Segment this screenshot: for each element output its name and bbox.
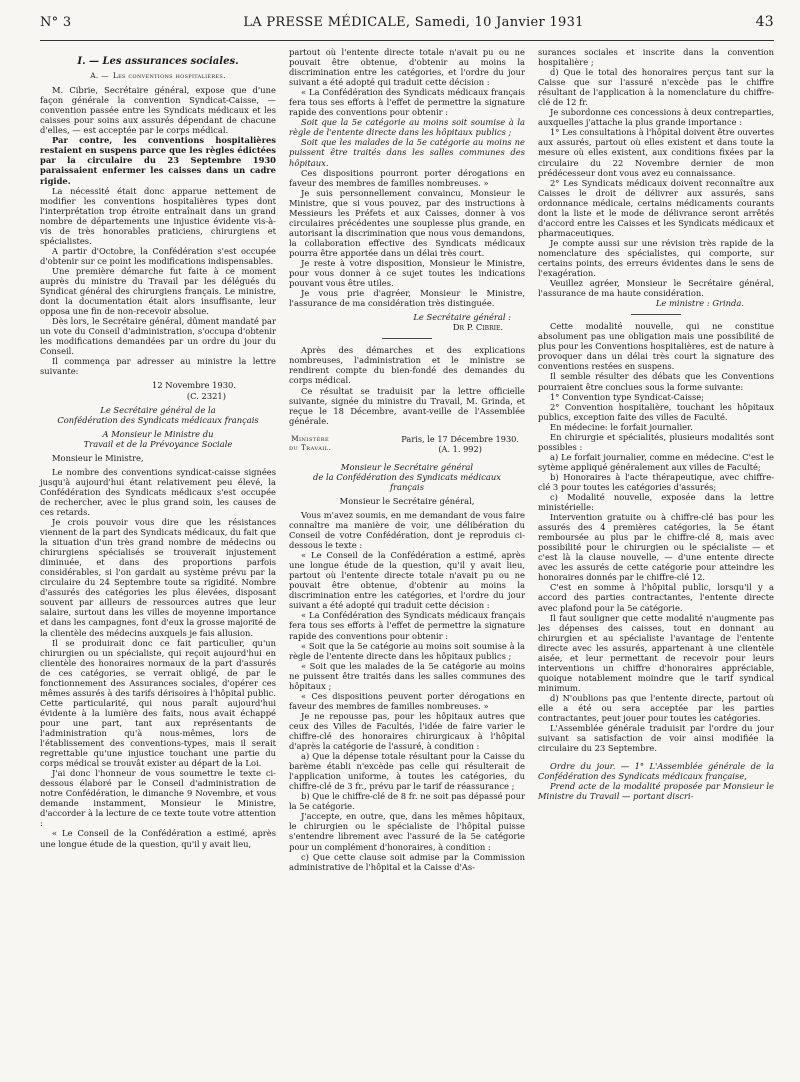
paragraph: Il faut souligner que cette modalité n'augmente pas les dépenses des caisses, tout en donnant au chirurgien et au spécialiste l'avantage de l'entente directe avec les assurés, appartenant à une clientèle aisée, et leur permettant de recevoir pour leurs interventions un chiffre d'honoraires appréciable, quoique notablement moindre que le tarif syndical minimum. <box>538 612 774 693</box>
subsection-title: A. — Les conventions hospitalières. <box>90 71 226 81</box>
paragraph: Ce résultat se traduisit par la lettre officielle suivante, signée du ministre du Travail, M. Grinda, et reçue le 18 Décembre, avant-veille de l'Assemblée générale. <box>289 385 525 426</box>
paragraph: 2° Convention hospitalière, touchant les hôpitaux publics, exception faite des villes de Faculté. <box>538 401 774 422</box>
paragraph: « Soit que la 5e catégorie au moins soit soumise à la règle de l'entente directe dans les hôpitaux publics ; <box>289 640 525 661</box>
paragraph: 1° Les consultations à l'hôpital doivent être ouvertes aux assurés, partout où elles existent et dans toute la mesure où elles existent, aux conditions fixées par la circulaire du 22 Novembre dernier de mon prédécesseur dont vous avez eu connaissance. <box>538 127 774 178</box>
column-1 <box>40 47 276 872</box>
paragraph: Ces dispositions pourront porter dérogations en faveur des membres de familles nombreuses. » <box>289 167 525 188</box>
paragraph: La nécessité était donc apparue nettement de modifier les conventions hospitalières types dont l'interprétation trop étroite entraînait dans un grand nombre de départements une injustice évidente vis-à-vis de très honorables praticiens, chirurgiens et spécialistes. <box>40 185 276 246</box>
paragraph: Il commença par adresser au ministre la lettre suivante: <box>40 356 276 377</box>
paragraph: « La Confédération des Syndicats médicaux français fera tous ses efforts à l'effet de permettre la signature rapide des conventions pour obtenir : <box>289 87 525 118</box>
paragraph: Je compte aussi sur une révision très rapide de la nomenclature des spécialistes, qui comporte, sur certains points, des erreurs évidentes dans le sens de l'exagération. <box>538 237 774 279</box>
column-2 <box>289 47 525 872</box>
letter-recipient: français <box>389 481 425 492</box>
paragraph: « Le Conseil de la Confédération a estimé, après une longue étude de la question, qu'il y avait lieu, partout où l'entente directe totale n'avait pu ou ne pouvait être obtenue, d'obtenir au moins la discrimination entre les catégories, et l'ordre du jour suivant a été adopté qui traduit cette décision : <box>289 550 525 611</box>
paragraph: L'Assemblée générale traduisit par l'ordre du jour suivant sa satisfaction de voir ainsi modifiée la circulaire du 23 Septembre. <box>538 723 774 754</box>
ministry-label: Ministère du Travail. <box>289 433 332 452</box>
paragraph: « Soit que les malades de la 5e catégorie au moins ne puissent être traités dans les salles communes des hôpitaux ; <box>289 660 525 691</box>
paragraph: Par contre, les conventions hospitalières restaient en suspens parce que les règles édictées par la circulaire du 23 Septembre 1930 paraissaient enfermer les caisses dans un cadre rigide. <box>40 135 276 186</box>
letter-recipient: de la Confédération des Syndicats médicaux <box>313 471 501 482</box>
paragraph: a) Le forfait journalier, comme en médecine. C'est le sytème appliqué généralement aux villes de Faculté; <box>538 451 774 472</box>
letter-sender: Le Secrétaire général de la <box>100 404 216 415</box>
letter-date: 12 Novembre 1930. <box>152 380 236 391</box>
letter-salutation: Monsieur le Ministre, <box>52 452 144 463</box>
paragraph: b) Que le chiffre-clé de 8 fr. ne soit pas dépassé pour la 5e catégorie. <box>289 791 525 812</box>
paragraph: Soit que les malades de la 5e catégorie au moins ne puissent être traités dans les salles communes des hôpitaux. <box>289 137 525 168</box>
paragraph: d) N'oublions pas que l'entente directe, partout où elle a été ou sera acceptée par les parties contractantes, peut jouer pour toutes les catégories. <box>538 692 774 724</box>
paragraph: Il se produirait donc ce fait particulier, qu'un chirurgien ou un spécialiste, qui reçoit aujourd'hui en clientèle des honoraires normaux de la part d'assurés de ces catégories, se verrait obligé, de par le fonctionnement des Assurances sociales, d'opérer ces mêmes assurés à des tarifs dérisoires à l'hôpital public. Cette particularité, qui nous paraît aujourd'hui évidente à la lumière des faits, nous avait échappé pour une part, tant aux représentants de l'administration qu'à nous-mêmes, lors de l'établissement des conventions-types, mais il serait regrettable qu'une injustice touchant une partie du corps médical se trouvât exister au départ de la Loi. <box>40 637 276 769</box>
paragraph: c) Modalité nouvelle, exposée dans la lettre ministérielle: <box>538 492 774 513</box>
paragraph: b) Honoraires à l'acte thérapeutique, avec chiffre-clé 3 pour toutes les catégories d'assurés; <box>538 471 774 492</box>
paragraph: 1° Convention type Syndicat-Caisse; <box>550 391 704 402</box>
signature-title: Le Secrétaire général : <box>413 312 511 323</box>
paragraph: J'ai donc l'honneur de vous soumettre le texte ci-dessous élaboré par le Conseil d'administration de notre Confédération, le dimanche 9 Novembre, et vous demande instamment, Monsieur le Ministre, d'accorder à la lecture de ce texte toute votre attention : <box>40 768 276 829</box>
paragraph: surances sociales et inscrite dans la convention hospitalière ; <box>538 47 774 68</box>
letter-recipient: Monsieur le Secrétaire général <box>340 461 474 472</box>
paragraph: c) Que cette clause soit admise par la Commission administrative de l'hôpital et la Caisse d'As- <box>289 851 525 872</box>
signature: Le ministre : Grinda. <box>655 298 744 309</box>
letter-recipient: A Monsieur le Ministre du <box>102 428 214 439</box>
paragraph: Le nombre des conventions syndicat-caisse signées jusqu'à aujourd'hui étant relativement peu élevé, la Confédération des Syndicats médicaux s'est occupée de rechercher, avec le plus grand soin, les causes de ces retards. <box>40 466 276 517</box>
paragraph: Je vous prie d'agréer, Monsieur le Ministre, l'assurance de ma considération très distinguée. <box>289 288 525 309</box>
paragraph: A partir d'Octobre, la Confédération s'est occupée d'obtenir sur ce point les modifications indispensables. <box>40 245 276 266</box>
paragraph: 2° Les Syndicats médicaux doivent reconnaître aux Caisses le droit de délivrer aux assurés, sans ordonnance médicale, certains médicaments courants dont la liste et le mode de délivrance seront arrêtés d'accord entre les Caisses et les Syndicats médicaux et pharmaceutiques. <box>538 177 774 238</box>
column-3 <box>538 47 774 872</box>
paragraph: Il semble résulter des débats que les Conventions pourraient être conclues sous la forme suivante: <box>538 371 774 392</box>
paragraph: M. Cibrie, Secrétaire général, expose que d'une façon générale la convention Syndicat-Caisse, — convention passée entre les Syndicats médicaux et les caisses pour soins aux assurés dépendant de chacune d'elles, — est acceptée par le corps médical. <box>40 85 276 136</box>
section-title: I. — Les assurances sociales. <box>77 56 239 67</box>
signature-name: Dr P. Cibrie. <box>452 322 503 333</box>
paragraph: d) Que le total des honoraires perçus tant sur la Caisse que sur l'assuré n'excède pas le chiffre résultant de l'application à la nomenclature du chiffre-clé de 12 fr. <box>538 67 774 108</box>
letter-ref: (C. 2321) <box>186 390 226 401</box>
divider <box>631 314 681 315</box>
paragraph: partout où l'entente directe totale n'avait pu ou ne pouvait être obtenue, d'obtenir au moins la discrimination entre les catégories, et l'ordre du jour suivant a été adopté qui traduit cette décision : <box>289 47 525 88</box>
paragraph: En médecine: le forfait journalier. <box>550 421 693 432</box>
divider <box>382 338 432 339</box>
paragraph: Intervention gratuite ou à chiffre-clé bas pour les assurés des 4 premières catégories, la 5e étant remboursée au plus par le chiffre-clé 8, mais avec possibilité pour le chirurgien ou le spécialiste — et c'est là la clause nouvelle, — d'une entente directe avec les assurés de cette catégorie pour atteindre les honoraires donnés par le chiffre-clé 12. <box>538 512 774 583</box>
letter-header <box>289 434 525 454</box>
letter-salutation: Monsieur le Secrétaire général, <box>339 495 475 506</box>
paragraph: a) Que la dépense totale résultant pour la Caisse du barème établi n'excède pas celle qui résulterait de l'application uniforme, à toutes les catégories, du chiffre-clé de 3 fr., prévu par le tarif de réassurance ; <box>289 751 525 792</box>
paragraph: Une première démarche fut faite à ce moment auprès du ministre du Travail par les délégués du Syndicat général des chirurgiens français. Le ministre, dont la documentation était alors insuffisante, leur opposa une fin de non-recevoir absolue. <box>40 265 276 317</box>
issue-number: N° 3 <box>40 15 72 30</box>
paragraph: Après des démarches et des explications nombreuses, l'administration et le ministre se rendirent compte du bien-fondé des demandes du corps médical. <box>289 345 525 386</box>
letter-sender: Confédération des Syndicats médicaux français <box>57 414 259 425</box>
paragraph: Je suis personnellement convaincu, Monsieur le Ministre, que si vous pouvez, par des instructions à Messieurs les Préfets et aux Caisses, donner à vos circulaires précédentes une souplesse plus grande, en autorisant la discrimination que nous vous demandons, la collaboration effective des Syndicats médicaux pourra être apportée dans un délai très court. <box>289 187 525 258</box>
paragraph: C'est en somme à l'hôpital public, lorsqu'il y a accord des parties contractantes, l'entente directe avec plafond pour la 5e catégorie. <box>538 582 774 613</box>
paragraph: J'accepte, en outre, que, dans les mêmes hôpitaux, le chirurgien ou le spécialiste de l'hôpital puisse s'entendre librement avec l'assuré de la 5e catégorie pour un complément d'honoraires, à condition : <box>289 811 525 852</box>
paragraph: Prend acte de la modalité proposée par Monsieur le Ministre du Travail — portant discri- <box>538 781 774 802</box>
paragraph: Ordre du jour. — 1° L'Assemblée générale de la Confédération des Syndicats médicaux française, <box>538 761 774 782</box>
paragraph: Je subordonne ces concessions à deux contreparties, auxquelles j'attache la plus grande importance : <box>538 107 774 128</box>
paragraph: Je reste à votre disposition, Monsieur le Ministre, pour vous donner à ce sujet toutes les indications pouvant vous être utiles. <box>289 257 525 289</box>
paragraph: Je crois pouvoir vous dire que les résistances viennent de la part des Syndicats médicaux, du fait que la situation d'un très grand nombre de médecins ou chirurgiens spécialisés se trouverait injustement diminuée, et dans des proportions parfois considérables, si l'on gardait au système prévu par la circulaire du 24 Septembre toute sa rigidité. Nombre d'assurés des catégories les plus élevées, disposant souvent par ailleurs de ressources autres que leur salaire, surtout dans les villes de moyenne importance et dans les campagnes, font d'eux la grosse majorité de la clientèle des médecins auxquels je fais allusion. <box>40 517 276 638</box>
paragraph: « Ces dispositions peuvent porter dérogations en faveur des membres de familles nombreuses. » <box>289 690 525 711</box>
letter-date-block: Paris, le 17 Décembre 1930. (A. 1. 992) <box>401 433 519 454</box>
header-rule <box>40 40 774 41</box>
masthead: LA PRESSE MÉDICALE, Samedi, 10 Janvier 1931 <box>243 15 584 30</box>
paragraph: « La Confédération des Syndicats médicaux français fera tous ses efforts à l'effet de permettre la signature rapide des conventions pour obtenir : <box>289 610 525 641</box>
letter-recipient: Travail et de la Prévoyance Sociale <box>83 438 233 449</box>
paragraph: Dès lors, le Secrétaire général, dûment mandaté par un vote du Conseil d'administration, s'occupa d'obtenir les modifications demandées par un ordre du jour du Conseil. <box>40 316 276 357</box>
paragraph: Veuillez agréer, Monsieur le Secrétaire général, l'assurance de ma haute considération. <box>538 278 774 299</box>
paragraph: Vous m'avez soumis, en me demandant de vous faire connaître ma manière de voir, une délibération du Conseil de votre Confédération, dont je reproduis ci-dessous le texte : <box>289 509 525 551</box>
paragraph: Je ne repousse pas, pour les hôpitaux autres que ceux des Villes de Facultés, l'idée de faire varier le chiffre-clé des honoraires chirurgicaux à l'hôpital d'après la catégorie de l'assuré, à condition : <box>289 710 525 752</box>
paragraph: Cette modalité nouvelle, qui ne constitue absolument pas une obligation mais une possibilité de plus pour les Conventions hospitalières, est de nature à provoquer dans un délai très court la signature des conventions restées en suspens. <box>538 321 774 372</box>
page-header <box>40 14 774 34</box>
paragraph: Soit que la 5e catégorie au moins soit soumise à la règle de l'entente directe dans les hôpitaux publics ; <box>289 117 525 138</box>
columns <box>40 47 774 872</box>
page-number: 43 <box>755 14 774 30</box>
paragraph: En chirurgie et spécialités, plusieurs modalités sont possibles : <box>538 431 774 452</box>
paragraph: « Le Conseil de la Confédération a estimé, après une longue étude de la question, qu'il y avait lieu, <box>40 828 276 849</box>
